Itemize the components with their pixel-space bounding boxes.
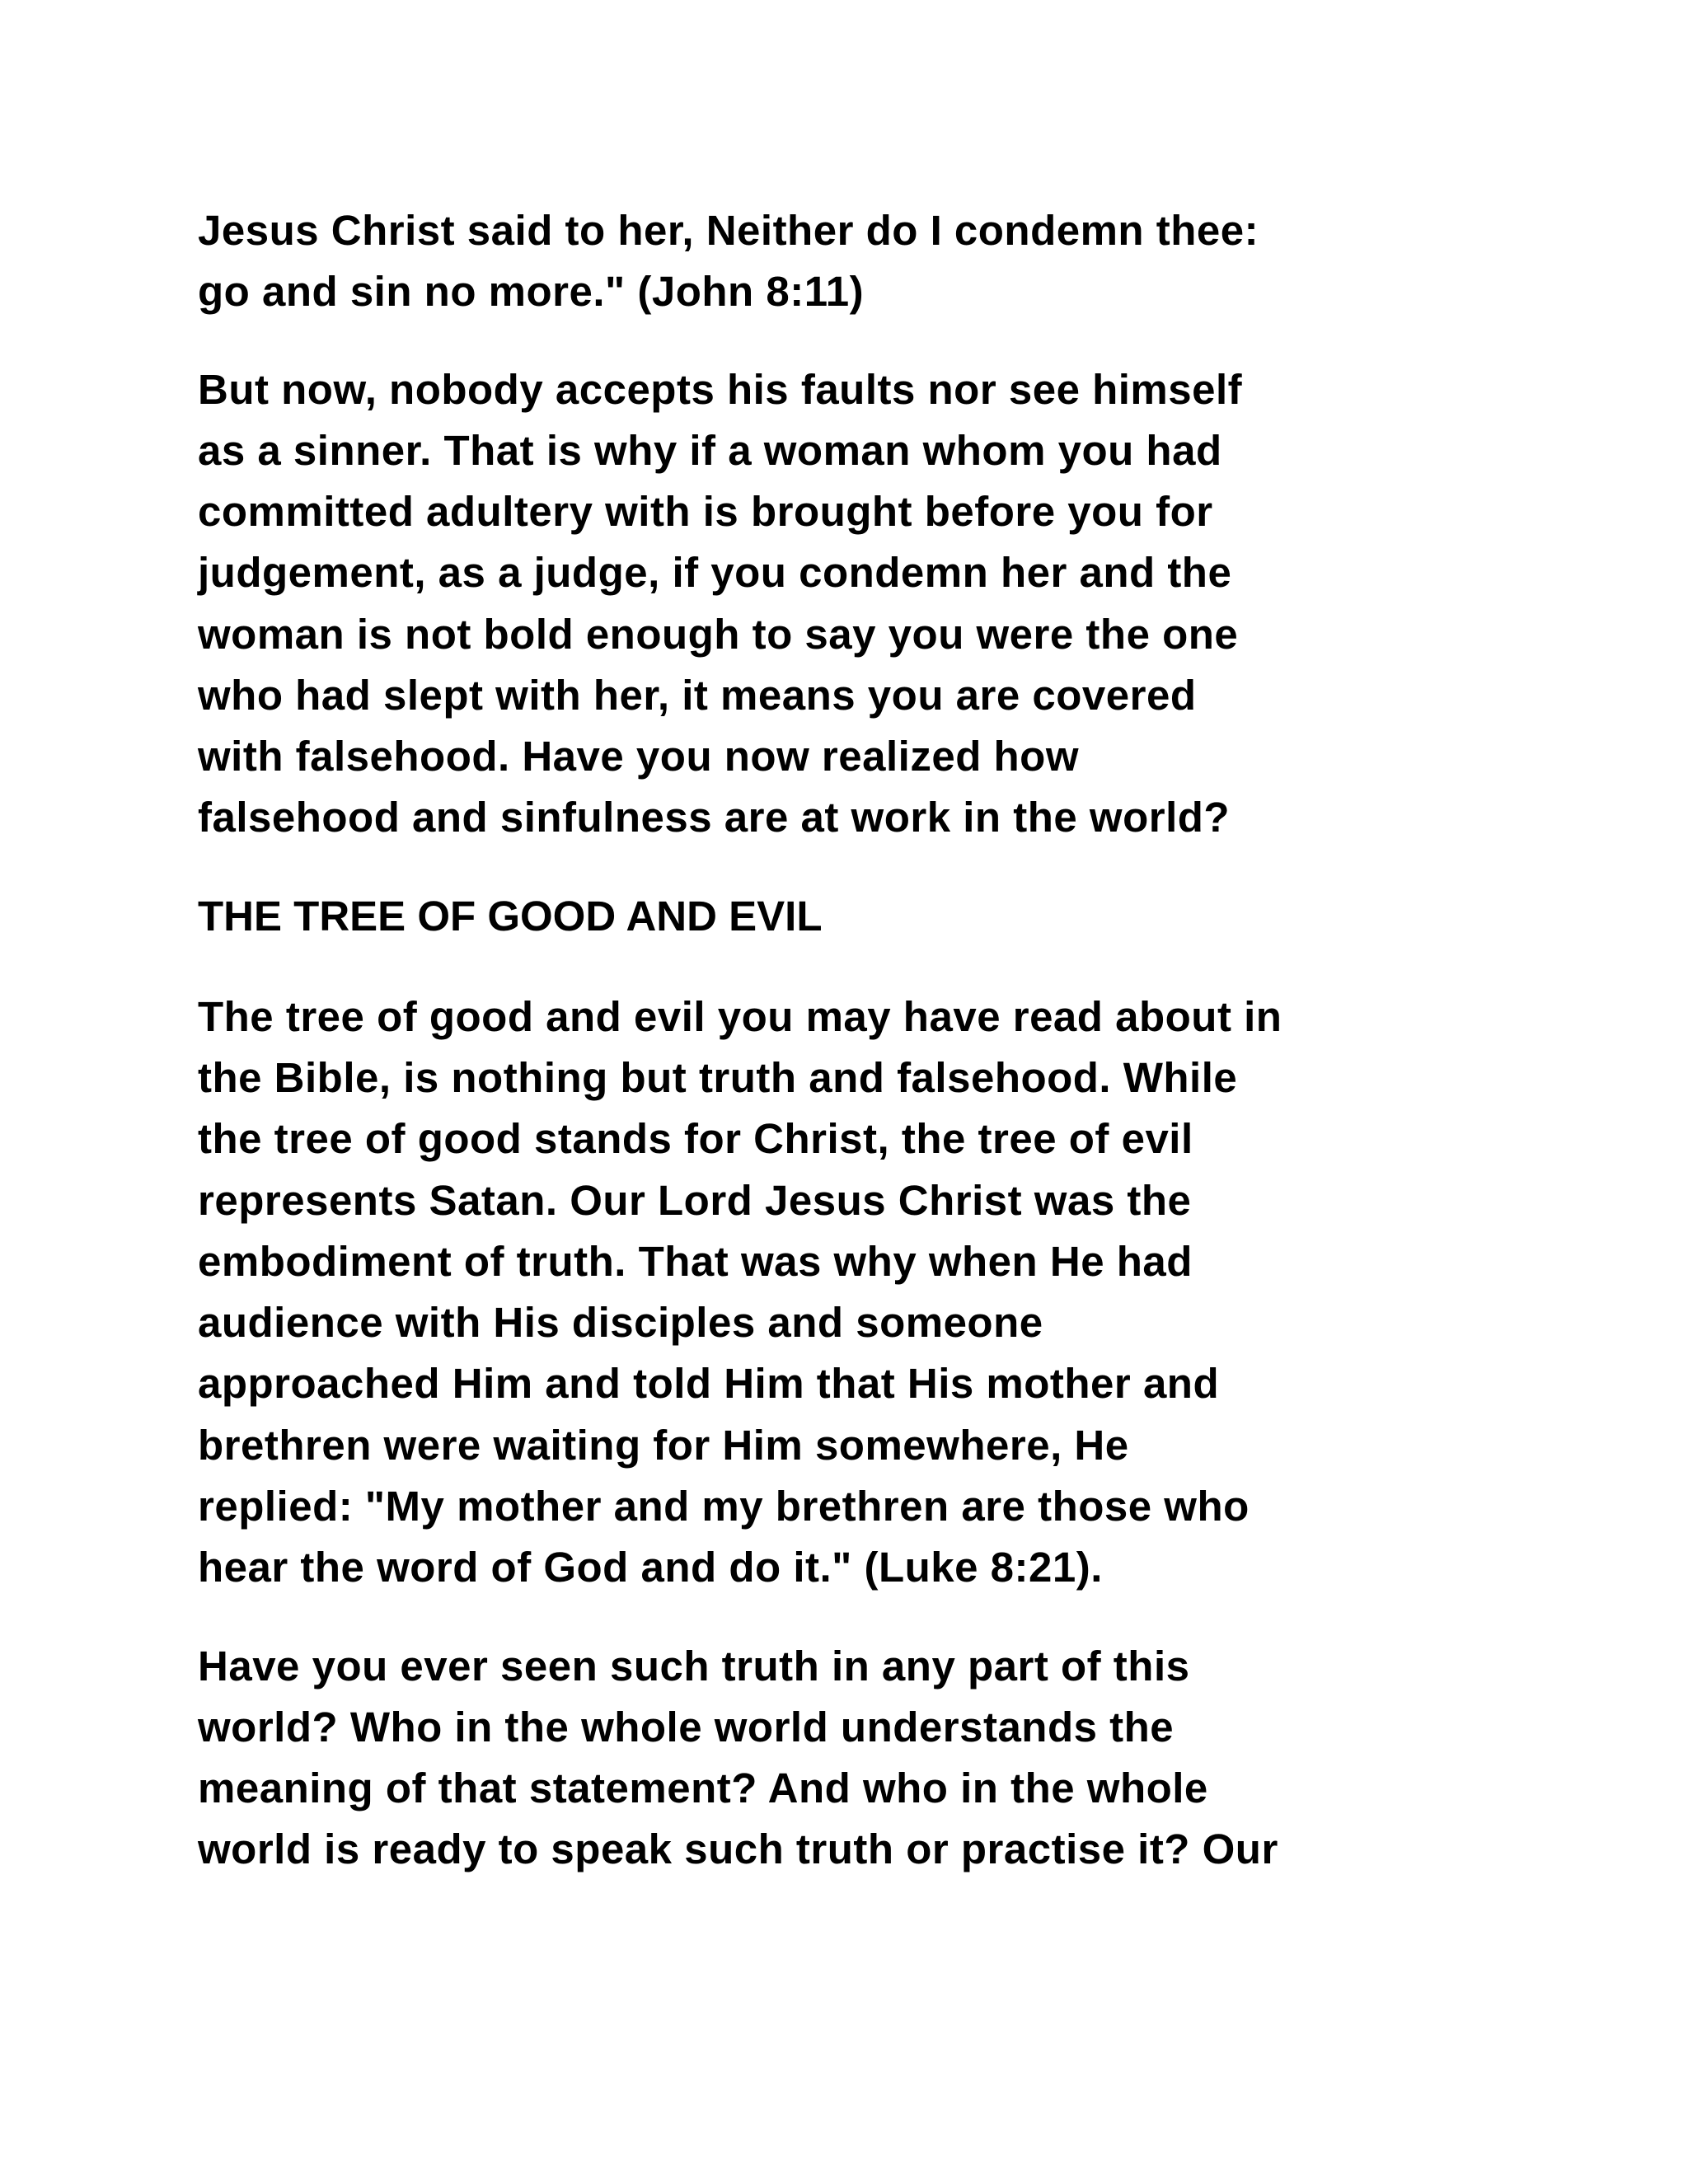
paragraph-3-line-5: embodiment of truth. That was why when He had <box>198 1238 1193 1285</box>
paragraph-4-line-3: meaning of that statement? And who in the whole <box>198 1765 1208 1811</box>
paragraph-4-line-4: world is ready to speak such truth or practise it? Our <box>198 1825 1278 1872</box>
paragraph-2-line-6: who had slept with her, it means you are covered <box>198 672 1197 719</box>
paragraph-3-line-3: the tree of good stands for Christ, the tree of evil <box>198 1115 1193 1162</box>
section-heading: THE TREE OF GOOD AND EVIL <box>198 893 823 940</box>
paragraph-3-line-2: the Bible, is nothing but truth and falsehood. While <box>198 1054 1238 1101</box>
paragraph-3-line-1: The tree of good and evil you may have read about in <box>198 993 1282 1040</box>
paragraph-4-line-2: world? Who in the whole world understands the <box>198 1704 1175 1750</box>
paragraph-2-line-2: as a sinner. That is why if a woman whom you had <box>198 427 1222 474</box>
paragraph-1-line-2: go and sin no more." (John 8:11) <box>198 268 865 315</box>
paragraph-3-line-4: represents Satan. Our Lord Jesus Christ was the <box>198 1177 1192 1224</box>
paragraph-2-line-5: woman is not bold enough to say you were the one <box>198 611 1239 658</box>
paragraph-2-line-1: But now, nobody accepts his faults nor see himself <box>198 366 1243 413</box>
paragraph-1-line-1: Jesus Christ said to her, Neither do I condemn thee: <box>198 207 1259 254</box>
paragraph-3-line-9: replied: "My mother and my brethren are those who <box>198 1483 1250 1530</box>
paragraph-2-line-3: committed adultery with is brought before you for <box>198 488 1213 535</box>
paragraph-2-line-4: judgement, as a judge, if you condemn her and the <box>198 549 1232 596</box>
paragraph-3-line-8: brethren were waiting for Him somewhere, He <box>198 1422 1129 1469</box>
paragraph-2-line-8: falsehood and sinfulness are at work in the world? <box>198 794 1231 841</box>
paragraph-2-line-7: with falsehood. Have you now realized how <box>198 733 1079 780</box>
paragraph-3-line-10: hear the word of God and do it." (Luke 8:21). <box>198 1544 1103 1591</box>
paragraph-3-line-7: approached Him and told Him that His mother and <box>198 1360 1220 1407</box>
paragraph-3-line-6: audience with His disciples and someone <box>198 1299 1043 1346</box>
paragraph-4-line-1: Have you ever seen such truth in any part of this <box>198 1643 1190 1690</box>
